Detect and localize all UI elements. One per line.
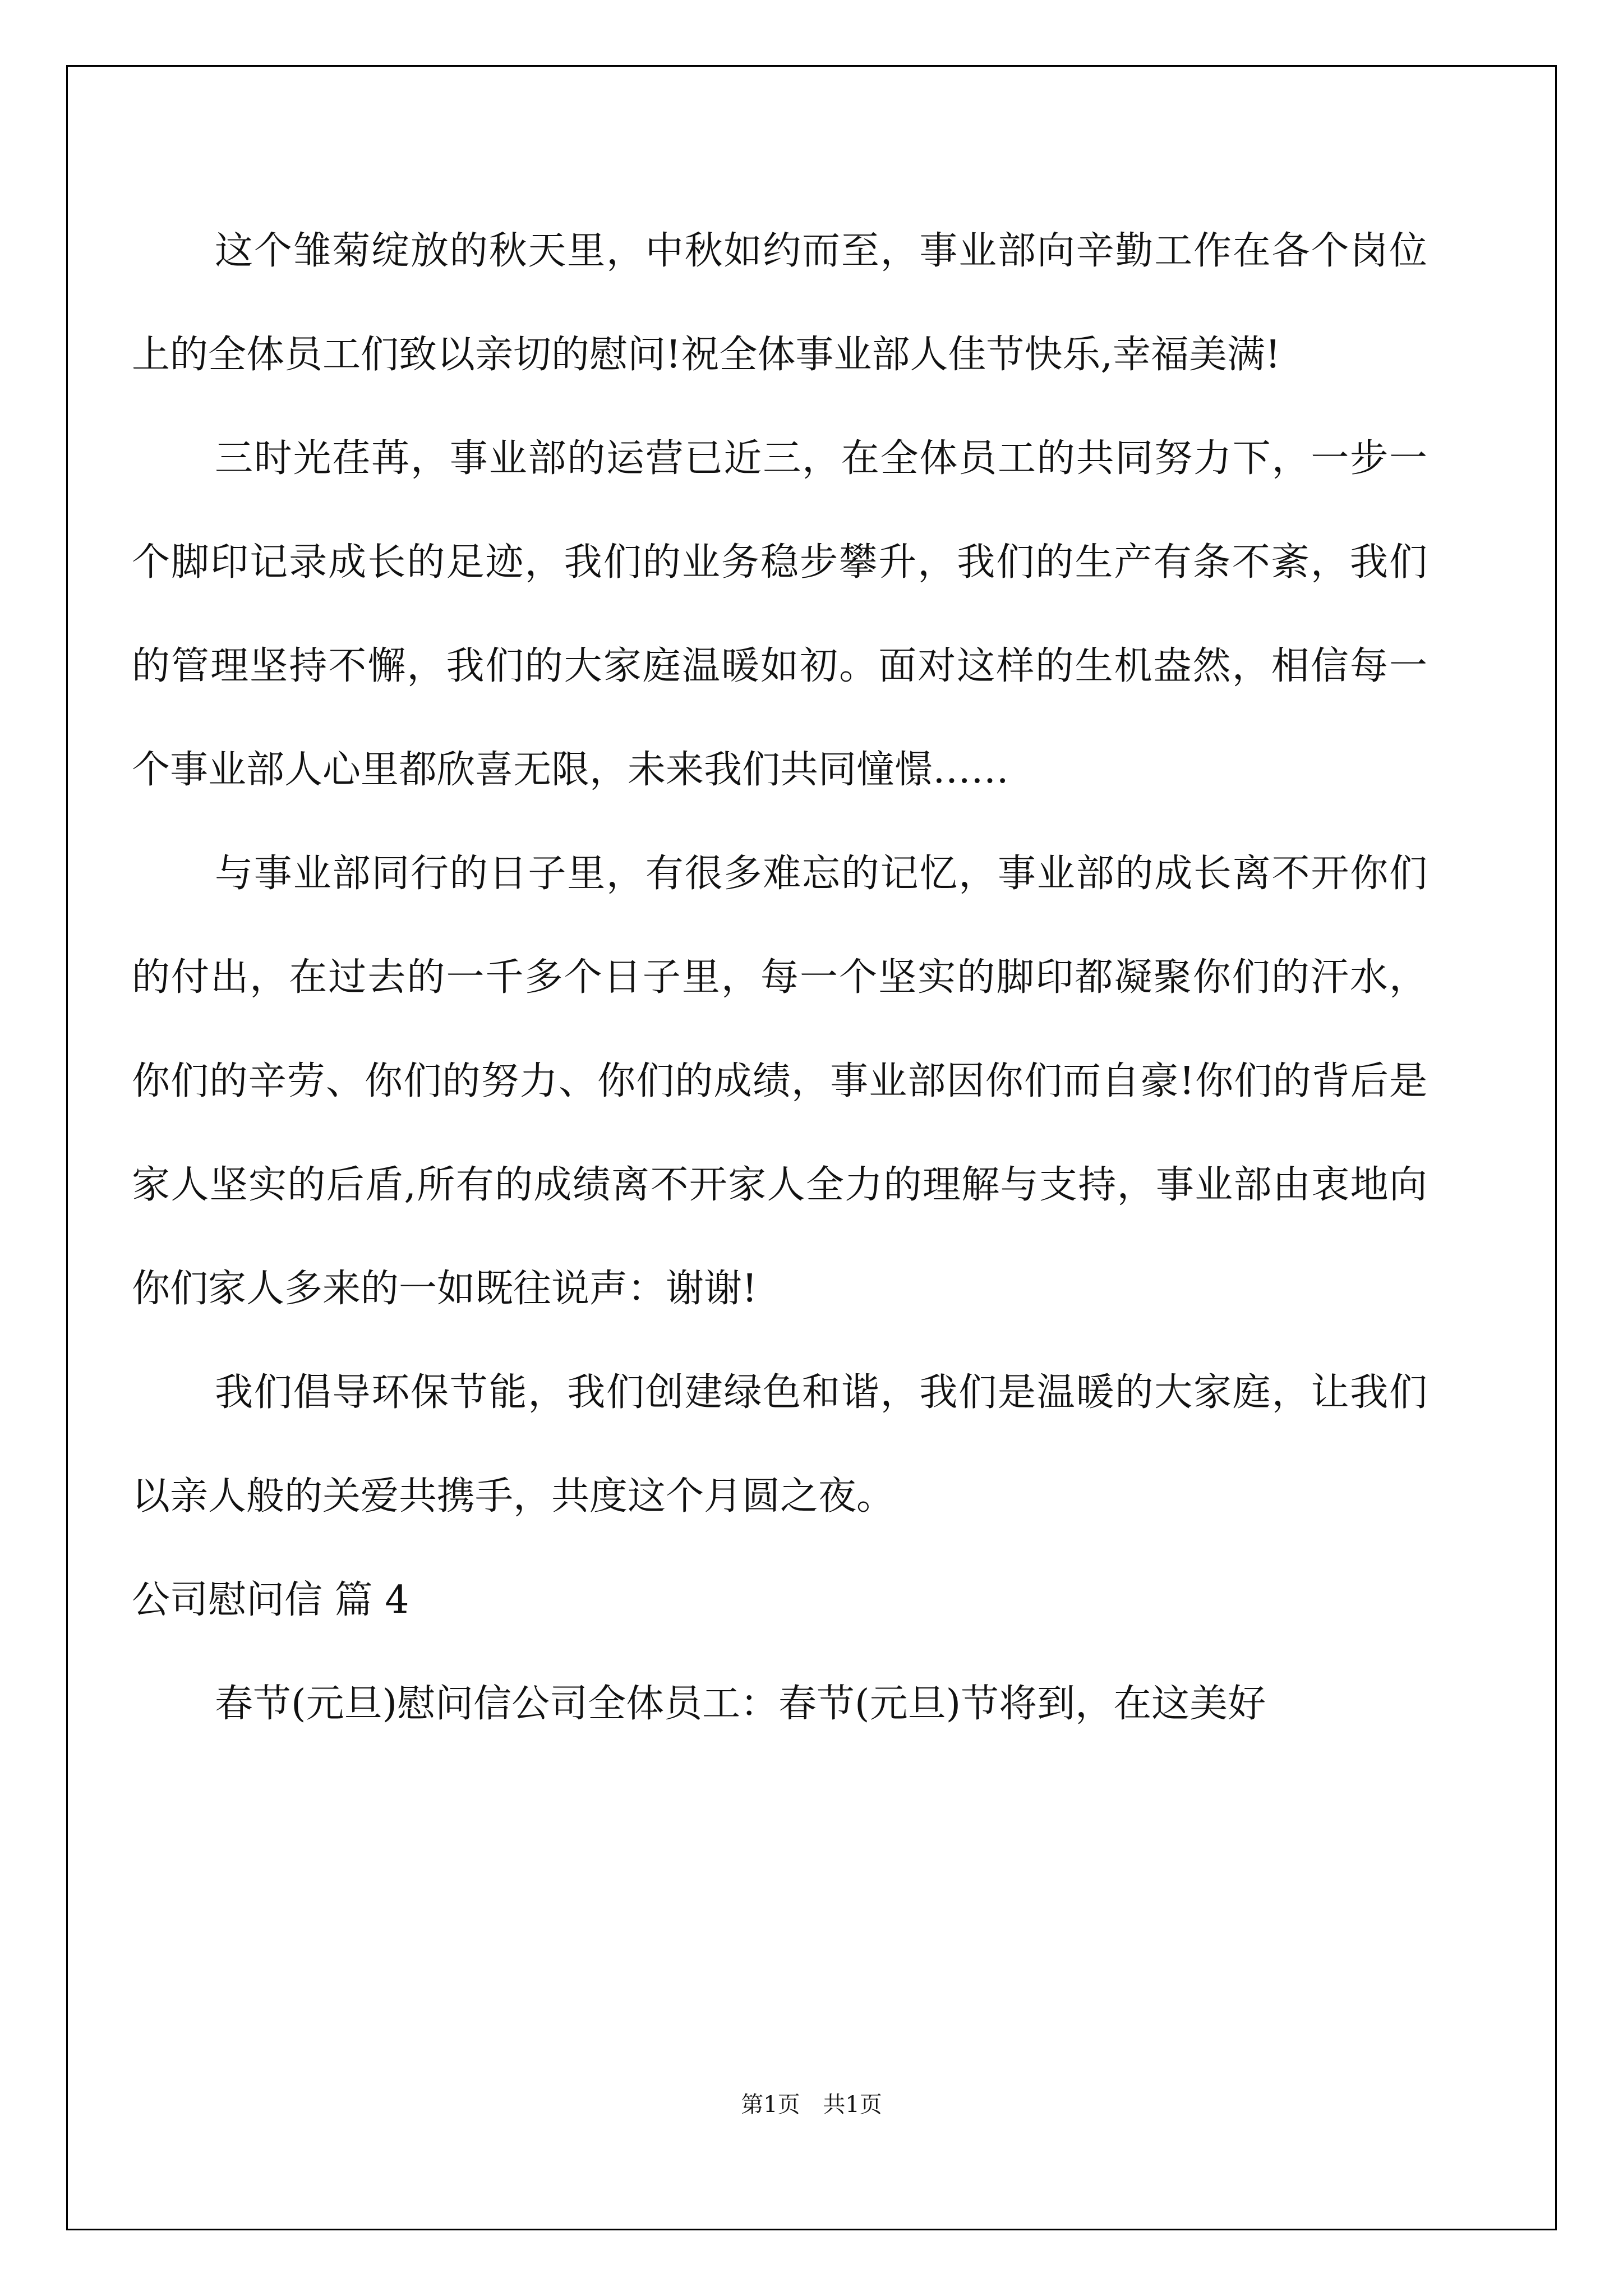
paragraph-5: 春节(元旦)慰问信公司全体员工：春节(元旦)节将到，在这美好 bbox=[215, 1682, 1266, 1726]
document-body bbox=[132, 199, 1427, 1756]
paragraph-2: 三时光荏苒，事业部的运营已近三，在全体员工的共同努力下，一步一个脚印记录成长的足迹，我们的业务稳步攀升，我们的生产有条不紊，我们的管理坚持不懈，我们的大家庭温暖如初。面对这样的生机盎然，相信每一个事业部人心里都欣喜无限，未来我们共同憧憬…… bbox=[132, 436, 1427, 792]
page-footer bbox=[0, 2087, 1623, 2119]
paragraph-3: 与事业部同行的日子里，有很多难忘的记忆，事业部的成长离不开你们的付出，在过去的一千多个日子里，每一个坚实的脚印都凝聚你们的汗水，你们的辛劳、你们的努力、你们的成绩，事业部因你们而自豪!你们的背后是家人坚实的后盾,所有的成绩离不开家人全力的理解与支持，事业部由衷地向你们家人多来的一如既往说声：谢谢! bbox=[132, 852, 1427, 1311]
paragraph-1: 这个雏菊绽放的秋天里，中秋如约而至，事业部向辛勤工作在各个岗位上的全体员工们致以亲切的慰问!祝全体事业部人佳节快乐,幸福美满! bbox=[132, 229, 1427, 377]
page-number: 第1页 bbox=[741, 2092, 800, 2118]
page-total: 共1页 bbox=[823, 2092, 882, 2118]
section-heading: 公司慰问信 篇 4 bbox=[132, 1578, 409, 1622]
paragraph-4: 我们倡导环保节能，我们创建绿色和谐，我们是温暖的大家庭，让我们以亲人般的关爱共携手，共度这个月圆之夜。 bbox=[132, 1370, 1427, 1519]
